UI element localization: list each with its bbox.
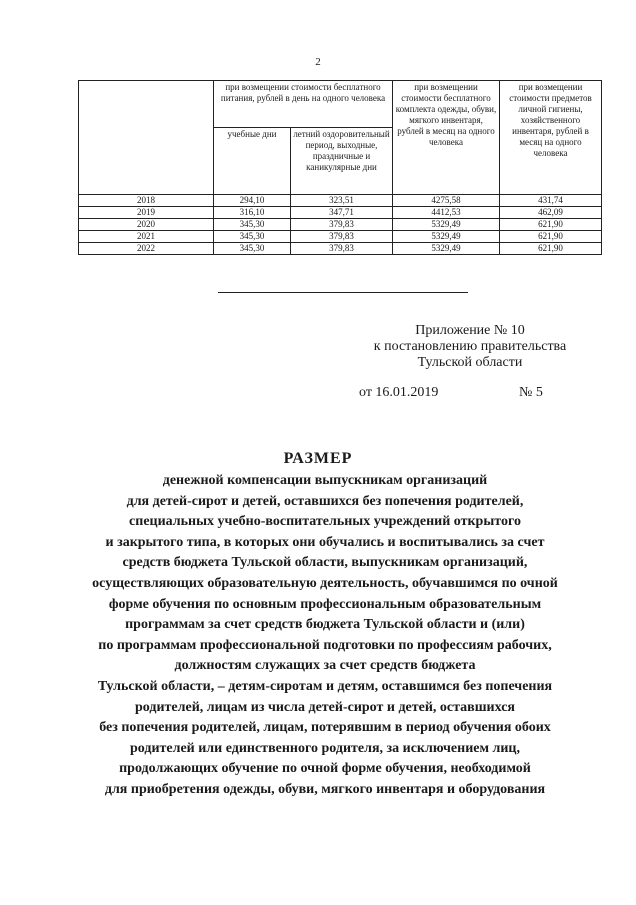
cell-year: 2022: [79, 243, 214, 255]
cell-study: 345,30: [214, 231, 291, 243]
cell-hygiene: 431,74: [500, 195, 602, 207]
subtitle-line: для детей-сирот и детей, оставшихся без попечения родителей,: [126, 493, 524, 509]
cell-hygiene: 621,90: [500, 219, 602, 231]
cell-summer: 379,83: [291, 219, 393, 231]
cell-year: 2020: [79, 219, 214, 231]
table-row: [79, 207, 602, 219]
cell-clothing: 4275,58: [393, 195, 500, 207]
cell-study: 345,30: [214, 243, 291, 255]
clothing-header: при возмещении стоимости бесплатного комплекта одежды, обуви, мягкого инвентаря, рублей в месяц на одного человека: [393, 81, 500, 195]
cell-clothing: 5329,49: [393, 243, 500, 255]
subtitle-line: и закрытого типа, в которых они обучались и воспитывались за счет: [105, 534, 545, 550]
table-row: [79, 243, 602, 255]
document-subtitle: [60, 471, 590, 801]
subtitle-line: денежной компенсации выпускникам организаций: [162, 473, 488, 488]
table-row: [79, 195, 602, 207]
cell-study: 294,10: [214, 195, 291, 207]
document-date: от 16.01.2019: [359, 385, 439, 400]
cell-year: 2019: [79, 207, 214, 219]
compensation-table: [78, 80, 602, 255]
cell-year: 2021: [79, 231, 214, 243]
cell-summer: 379,83: [291, 243, 393, 255]
page-number: 2: [315, 56, 321, 68]
subtitle-line: продолжающих обучение по очной форме обучения, необходимой: [119, 761, 531, 777]
document-title: РАЗМЕР: [283, 450, 353, 467]
table-row: [79, 219, 602, 231]
cell-clothing: 5329,49: [393, 231, 500, 243]
cell-clothing: 4412,53: [393, 207, 500, 219]
subtitle-line: родителей или единственного родителя, за исключением лиц,: [129, 740, 521, 756]
appendix-block: [330, 323, 610, 371]
summer-header: летний оздоровительный период, выходные, праздничные и каникулярные дни: [291, 128, 393, 195]
table-row: [79, 231, 602, 243]
cell-summer: 379,83: [291, 231, 393, 243]
subtitle-line: без попечения родителей, лицам, потерявшим в период обучения обоих: [99, 720, 551, 736]
subtitle-line: программам за счет средств бюджета Тульской области и (или): [125, 617, 525, 633]
divider-line: [218, 292, 468, 293]
subtitle-line: родителей, лицам из числа детей-сирот и детей, оставшихся: [135, 699, 515, 715]
document-number: № 5: [519, 385, 543, 400]
cell-year: 2018: [79, 195, 214, 207]
appendix-ref: к постановлению правительства: [373, 339, 567, 354]
subtitle-line: форме обучения по основным профессиональным образовательным: [108, 596, 542, 612]
year-header-cell: [79, 81, 214, 195]
cell-study: 345,30: [214, 219, 291, 231]
subtitle-line: осуществляющих образовательную деятельность, обучавшимся по очной: [92, 575, 558, 591]
subtitle-line: Тульской области, – детям-сиротам и детям, оставшимся без попечения: [97, 678, 553, 694]
cell-summer: 347,71: [291, 207, 393, 219]
cell-study: 316,10: [214, 207, 291, 219]
subtitle-line: специальных учебно-воспитательных учреждений открытого: [129, 514, 521, 530]
cell-hygiene: 621,90: [500, 231, 602, 243]
cell-hygiene: 462,09: [500, 207, 602, 219]
subtitle-line: средств бюджета Тульской области, выпускникам организаций,: [122, 555, 528, 571]
cell-summer: 323,51: [291, 195, 393, 207]
appendix-region: Тульской области: [417, 355, 523, 370]
appendix-title: Приложение № 10: [415, 323, 525, 338]
cell-clothing: 5329,49: [393, 219, 500, 231]
study-days-header: учебные дни: [214, 128, 291, 195]
subtitle-line: для приобретения одежды, обуви, мягкого инвентаря и оборудования: [104, 781, 546, 797]
hygiene-header: при возмещении стоимости предметов личной гигиены, хозяйственного инвентаря, рублей в месяц на одного человека: [500, 81, 602, 195]
cell-hygiene: 621,90: [500, 243, 602, 255]
food-header: при возмещении стоимости бесплатного питания, рублей в день на одного человека: [214, 81, 393, 128]
subtitle-line: должностям служащих за счет средств бюджета: [174, 658, 476, 674]
subtitle-line: по программам профессиональной подготовки по профессиям рабочих,: [98, 637, 552, 653]
